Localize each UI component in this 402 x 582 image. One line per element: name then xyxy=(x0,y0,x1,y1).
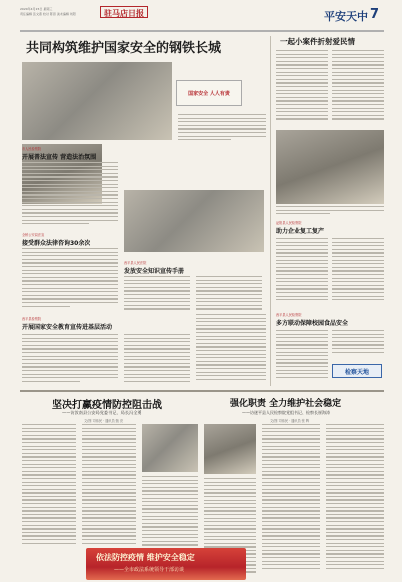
photo-desk xyxy=(124,190,264,252)
article4-title: 开展国家安全教育宣传进基层活动 xyxy=(22,324,113,331)
right-article1-body-col2 xyxy=(332,50,384,122)
right-article2-kicker: 泌阳县人民检察院 xyxy=(276,221,302,225)
article4-body-col1 xyxy=(22,334,118,384)
hero-sign-text: 国家安全 人人有责 xyxy=(188,90,230,97)
bottom-left-body-col3 xyxy=(142,476,198,548)
red-banner-line1: 依法防控疫情 维护安全稳定 xyxy=(96,553,195,562)
column-divider xyxy=(270,36,271,386)
paper-logo xyxy=(100,6,148,18)
right-article1-body xyxy=(276,50,328,122)
article2 xyxy=(22,232,118,312)
article4-body-col3 xyxy=(196,314,266,384)
bottom-right-body-col3 xyxy=(326,424,384,576)
article3-body-col2 xyxy=(196,276,262,314)
bottom-right-subtitle: ——访遂平县人民检察院党组书记、检察长崔海涛 xyxy=(242,410,330,415)
article2-title: 接受群众法律咨询30余次 xyxy=(22,240,91,247)
date-line: 2020年4月15日 星期三 xyxy=(20,7,53,11)
article1-body xyxy=(22,162,118,228)
bottom-left-title: 坚决打赢疫情防控阻击战 xyxy=(52,400,162,411)
article1-kicker-label: 市人民检察院 xyxy=(22,147,42,151)
red-banner-line2: ——全市政法系统领导干部访谈 xyxy=(114,567,185,573)
red-banner xyxy=(86,548,246,580)
bottom-left-body-col1 xyxy=(22,424,76,548)
article4 xyxy=(22,316,266,386)
right-article3-body xyxy=(276,330,328,384)
article3 xyxy=(124,260,264,315)
right-article3-body-col2 xyxy=(332,330,384,358)
bottom-right-title: 强化职责 全力维护社会稳定 xyxy=(230,399,342,409)
right-article2 xyxy=(276,220,384,308)
article3-kicker: 西平县人民法院 xyxy=(124,261,147,265)
right-article2-body xyxy=(276,238,328,306)
masthead-rule xyxy=(20,30,384,32)
banner-title: 共同构筑维护国家安全的钢铁长城 xyxy=(26,41,222,56)
article2-kicker: 全桥公安局法宣 xyxy=(22,233,45,237)
right-article1 xyxy=(276,36,384,126)
article1 xyxy=(22,146,118,230)
article3-title: 发放安全知识宣传手册 xyxy=(124,268,185,275)
hero-photo xyxy=(22,62,172,140)
right-article2-body-col2 xyxy=(332,238,384,306)
right-article2-title: 助力企业复工复产 xyxy=(276,228,325,235)
article3-body xyxy=(124,276,190,314)
hero-sign xyxy=(176,80,242,106)
article1-title: 开展普法宣传 营造法治氛围 xyxy=(22,154,97,161)
right-article3 xyxy=(276,312,384,386)
article4-body-col2 xyxy=(124,334,190,384)
bottom-right-byline: 文/图 司伟民 · 通讯员 张 辉 xyxy=(270,419,310,423)
right-article3-title: 多方联动保障校园食品安全 xyxy=(276,320,349,327)
bottom-left-body-col2 xyxy=(82,424,136,548)
ad-box-label: 检察天地 xyxy=(344,368,369,376)
bottom-right-body-col2 xyxy=(262,424,320,576)
editor-line: 责任编辑 张文燕 校对 陈思 美术编辑 刘阳 xyxy=(20,12,76,16)
article4-kicker: 西平县检察院 xyxy=(22,317,42,321)
bottom-left-portrait xyxy=(142,424,198,472)
hero-caption-text xyxy=(178,114,266,158)
bottom-left-byline: 文/图 司伟民 · 通讯员 甄 亮 xyxy=(84,419,124,423)
ad-box xyxy=(332,364,382,378)
right-article3-kicker: 西平县人民检察院 xyxy=(276,313,302,317)
right-article1-title: 一起小案件折射爱民情 xyxy=(280,37,355,46)
bottom-left-subtitle: ——访汝南县公安局党委书记、局长冯全勇 xyxy=(62,410,142,415)
bottom-right-portrait xyxy=(204,424,256,474)
right-photo xyxy=(276,130,384,204)
masthead xyxy=(20,6,384,28)
paper-logo-text: 驻马店日报 xyxy=(104,8,144,18)
section-separator xyxy=(20,390,384,392)
section-name: 平安天中 xyxy=(324,10,368,23)
right-photo-caption xyxy=(276,206,384,218)
article2-body xyxy=(22,248,118,310)
page-number: 7 xyxy=(370,7,380,22)
